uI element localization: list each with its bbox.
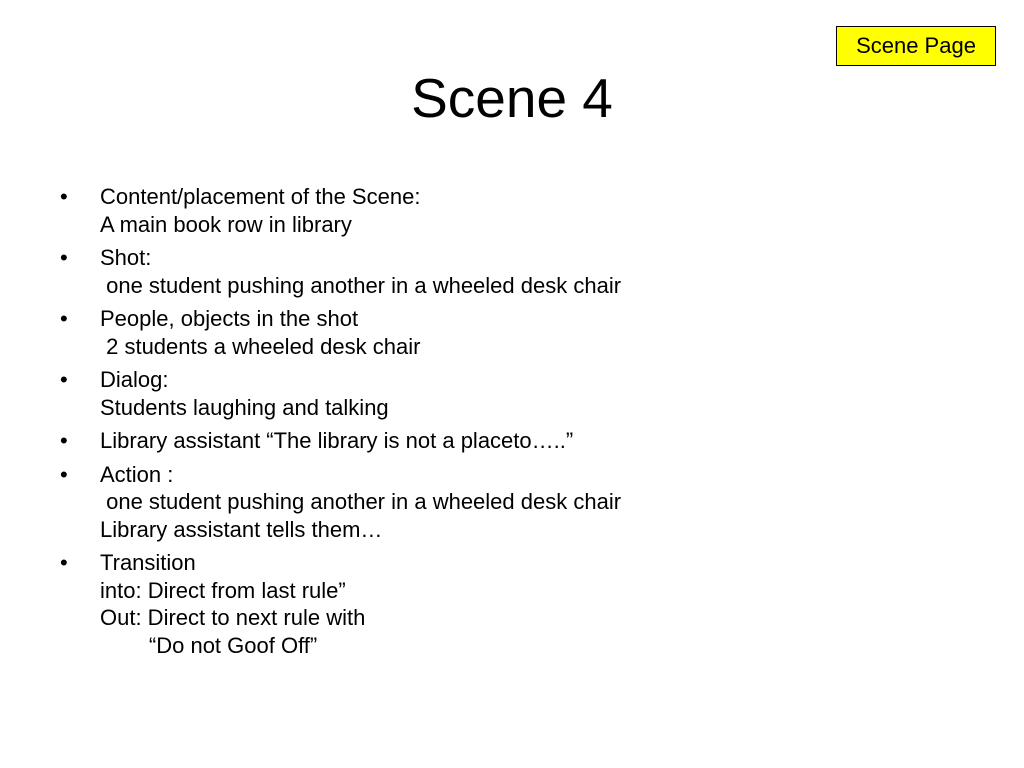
bullet-line: Library assistant tells them… [100,516,383,542]
bullet-line: Dialog: [100,367,169,392]
bullet-dot-icon: • [60,550,68,575]
bullet-line: one student pushing another in a wheeled desk chair [100,489,622,514]
scene-page-badge: Scene Page [836,26,996,66]
bullet-line: Action : [100,461,174,487]
bullet-dot-icon: • [60,245,68,270]
bullet-transition [60,549,980,659]
bullet-line: A main book row in library [100,211,352,237]
bullet-line: Out: Direct to next rule with [100,605,366,630]
bullet-line: 2 students a wheeled desk chair [100,333,421,359]
bullet-shot [60,244,980,299]
bullet-content-placement [60,183,980,238]
bullet-dialog [60,366,980,421]
slide-title: Scene 4 [411,67,613,129]
bullet-line: into: Direct from last rule” [100,577,346,603]
bullet-line: Shot: [100,245,152,270]
bullet-dot-icon: • [60,306,68,331]
bullet-library-assistant [60,427,980,455]
bullet-action [60,461,980,544]
bullet-line: People, objects in the shot [100,306,359,331]
bullet-dot-icon: • [60,428,68,453]
bullet-dot-icon: • [60,461,68,487]
bullet-line: Library assistant “The library is not a placeto…..” [100,428,574,453]
bullet-line: Students laughing and talking [100,394,389,420]
bullet-list [60,183,980,665]
bullet-line: one student pushing another in a wheeled desk chair [100,272,622,298]
bullet-line: “Do not Goof Off” [100,632,318,658]
bullet-line: Content/placement of the Scene: [100,184,421,209]
bullet-dot-icon: • [60,184,68,209]
bullet-dot-icon: • [60,367,68,392]
bullet-people-objects [60,305,980,360]
bullet-line: Transition [100,550,196,575]
